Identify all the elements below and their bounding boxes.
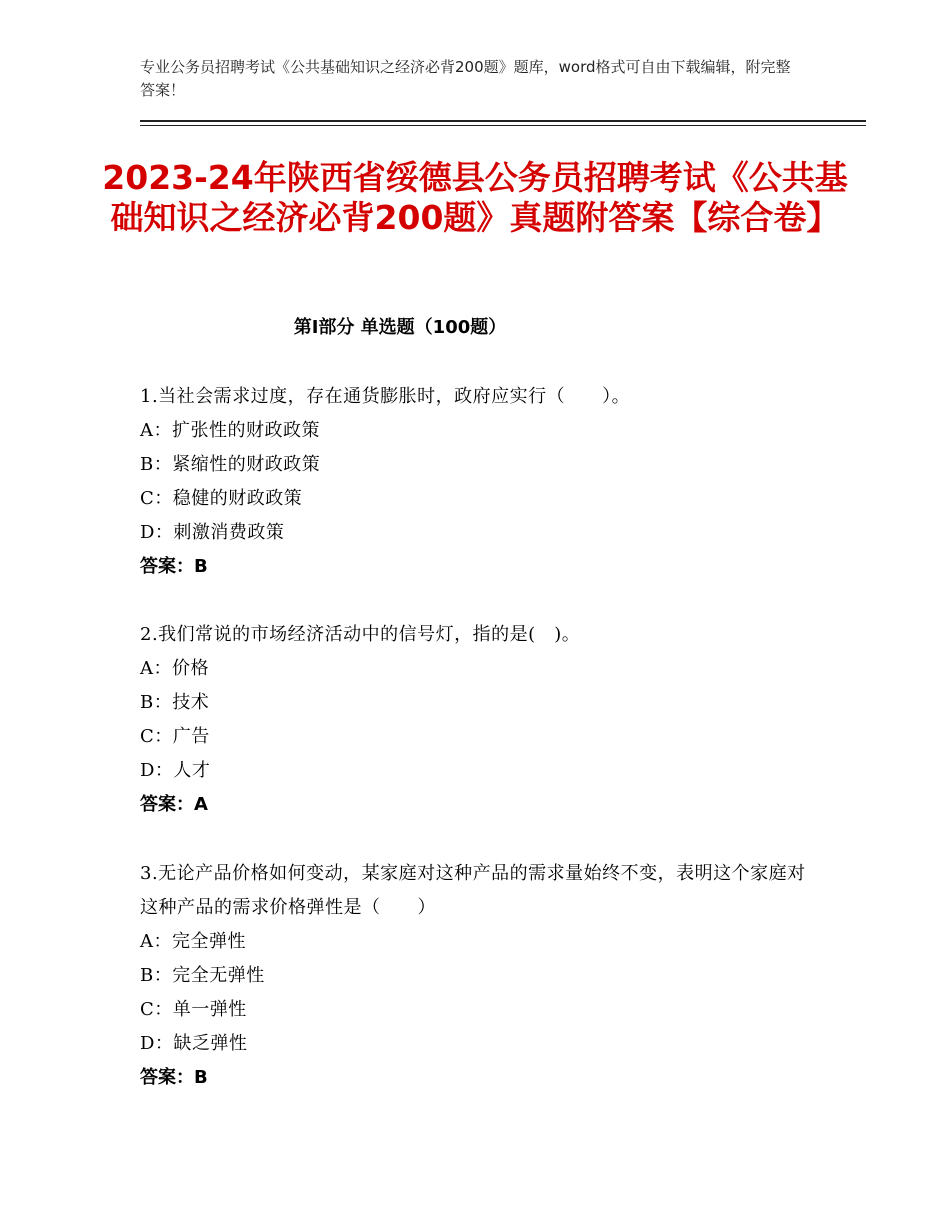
question-3 [140, 857, 820, 1095]
option-a: A：扩张性的财政政策 [140, 420, 320, 441]
answer: 答案：B [140, 556, 208, 577]
question-stem: 3.无论产品价格如何变动，某家庭对这种产品的需求量始终不变，表明这个家庭对这种产品的需求价格弹性是（ ） [140, 863, 806, 918]
option-d: D：人才 [140, 760, 211, 781]
option-b: B：完全无弹性 [140, 965, 265, 986]
option-c: C：稳健的财政政策 [140, 488, 303, 509]
question-2 [140, 618, 820, 822]
header-rule-thin [140, 125, 866, 126]
option-d: D：缺乏弹性 [140, 1033, 248, 1054]
option-a: A：完全弹性 [140, 931, 246, 952]
option-b: B：技术 [140, 692, 210, 713]
option-a: A：价格 [140, 658, 209, 679]
option-c: C：单一弹性 [140, 999, 247, 1020]
question-stem: 1.当社会需求过度，存在通货膨胀时，政府应实行（ ）。 [140, 386, 631, 407]
header-note: 专业公务员招聘考试《公共基础知识之经济必背200题》题库，word格式可自由下载编辑，附完整答案！ [140, 58, 791, 99]
option-c: C：广告 [140, 726, 210, 747]
question-stem: 2.我们常说的市场经济活动中的信号灯，指的是( )。 [140, 624, 581, 645]
question-1 [140, 380, 820, 584]
answer: 答案：A [140, 794, 208, 815]
document-title: 2023-24年陕西省绥德县公务员招聘考试《公共基础知识之经济必背200题》真题附答案【综合卷】 [102, 158, 848, 237]
answer: 答案：B [140, 1067, 208, 1088]
option-d: D：刺激消费政策 [140, 522, 285, 543]
option-b: B：紧缩性的财政政策 [140, 454, 321, 475]
header-rule-thick [140, 120, 866, 122]
section-title: 第Ⅰ部分 单选题（100题） [293, 317, 507, 338]
